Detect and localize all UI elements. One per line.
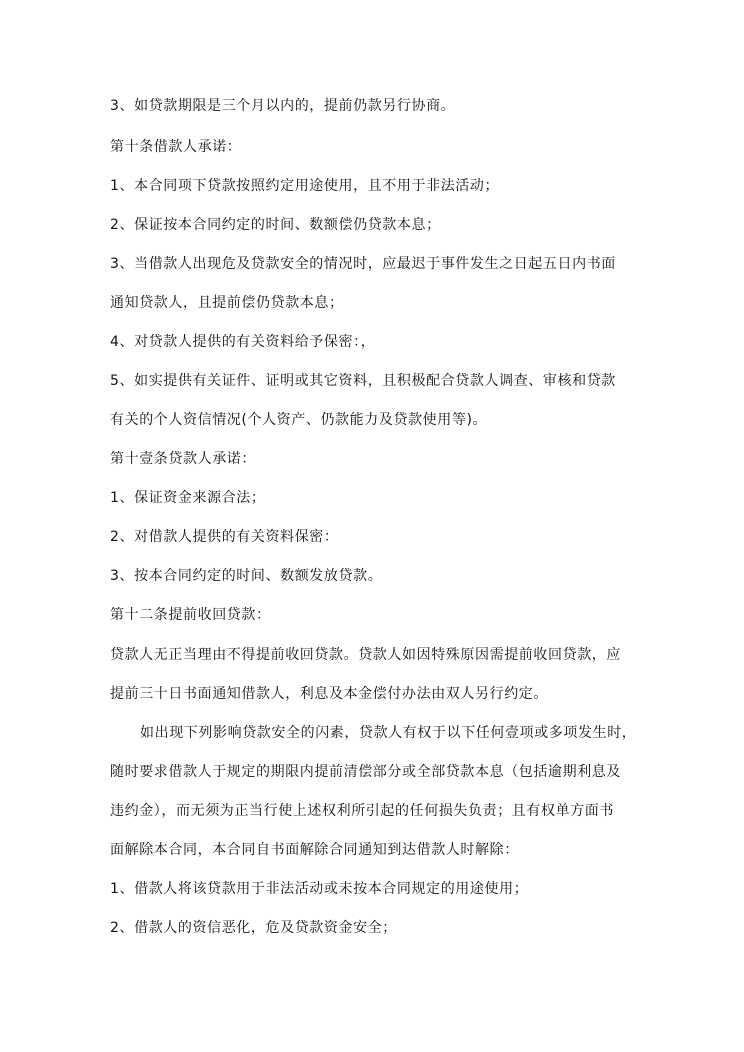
article-10-item-2: 2、保证按本合同约定的时间、数额偿仍贷款本息； xyxy=(110,217,441,233)
article-12-paragraph-2-line-1: 如出现下列影响贷款安全的闪素，贷款人有权于以下任何壹项或多项发生时， xyxy=(140,725,637,741)
article-10-item-4: 4、对贷款人提供的有关资料给予保密：， xyxy=(110,334,376,350)
article-10-item-3-line-1: 3、当借款人出现危及贷款安全的情况时，应最迟于事件发生之日起五日内书面 xyxy=(110,256,616,272)
article-12-paragraph-2-line-4: 面解除本合同，本合同自书面解除合同通知到达借款人时解除： xyxy=(110,842,519,858)
article-11-heading: 第十壹条贷款人承诺： xyxy=(110,451,256,467)
article-10-item-1: 1、本合同项下贷款按照约定用途使用，且不用于非法活动； xyxy=(110,178,500,194)
clause-9-item-3: 3、如贷款期限是三个月以内的，提前仍款另行协商。 xyxy=(110,98,456,114)
article-12-paragraph-2-line-3: 违约金），而无须为正当行使上述权利所引起的任何损失负责；且有权单方面书 xyxy=(110,803,614,819)
article-10-item-5-line-2: 有关的个人资信情况(个人资产、仍款能力及贷款使用等)。 xyxy=(110,412,488,428)
article-12-heading: 第十二条提前收回贷款： xyxy=(110,607,271,623)
article-12-paragraph-1-line-2: 提前三十日书面通知借款人，利息及本金偿付办法由双人另行约定。 xyxy=(110,686,548,702)
article-11-item-1: 1、保证资金来源合法； xyxy=(110,490,266,506)
article-10-item-5-line-1: 5、如实提供有关证件、证明或其它资料，且积极配合贷款人调查、审核和贷款 xyxy=(110,373,616,389)
article-12-item-2: 2、借款人的资信恶化，危及贷款资金安全； xyxy=(110,920,397,936)
article-12-item-1: 1、借款人将该贷款用于非法活动或未按本合同规定的用途使用； xyxy=(110,881,529,897)
article-10-heading: 第十条借款人承诺： xyxy=(110,139,242,155)
article-12-paragraph-2-line-2: 随时要求借款人于规定的期限内提前清偿部分或全部贷款本息（包括逾期利息及 xyxy=(110,764,621,780)
article-12-paragraph-1-line-1: 贷款人无正当理由不得提前收回贷款。贷款人如因特殊原因需提前收回贷款，应 xyxy=(110,647,621,663)
article-10-item-3-line-2: 通知贷款人，且提前偿仍贷款本息； xyxy=(110,295,344,311)
article-11-item-3: 3、按本合同约定的时间、数额发放贷款。 xyxy=(110,568,383,584)
article-11-item-2: 2、对借款人提供的有关资料保密： xyxy=(110,529,339,545)
